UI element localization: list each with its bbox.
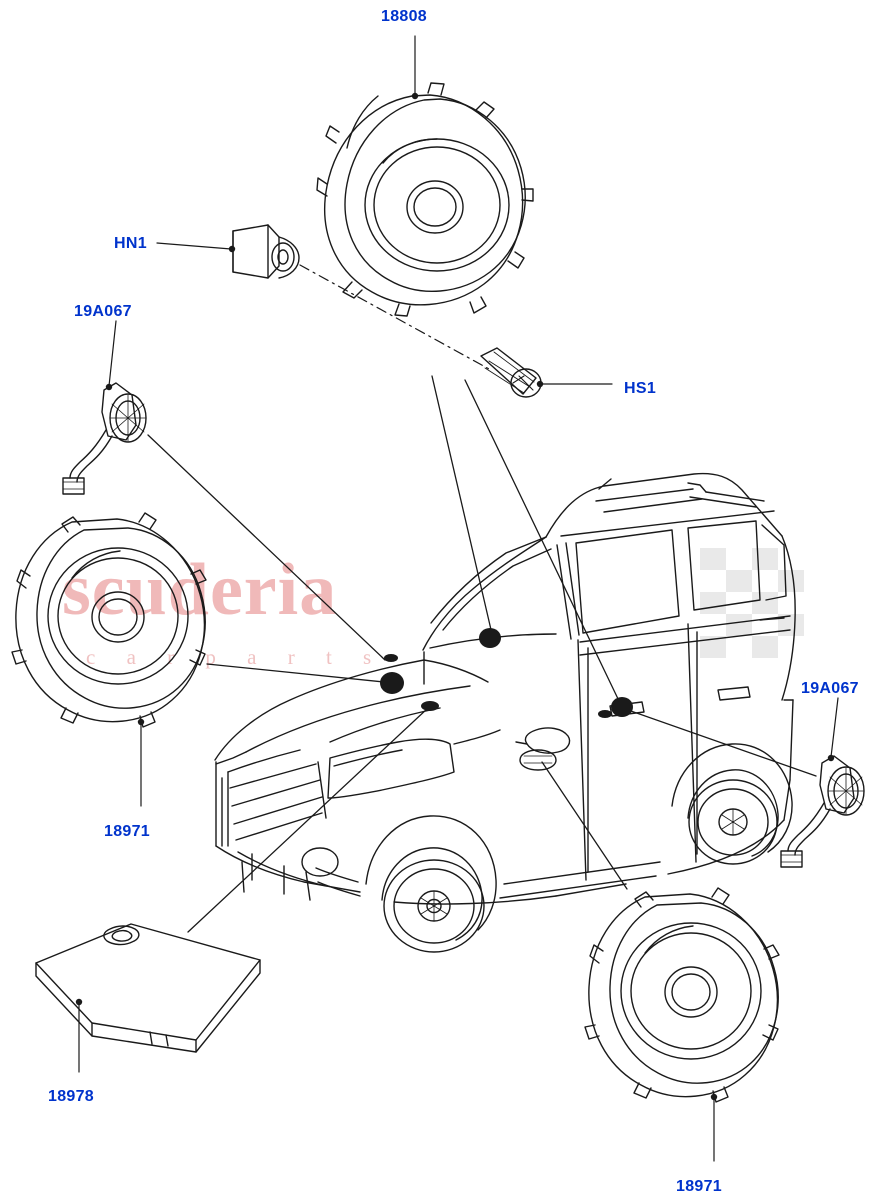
callout-18808: 18808 <box>381 8 427 25</box>
speaker-cover-panel <box>36 924 260 1072</box>
watermark-main: scuderia <box>62 549 338 631</box>
watermark-sub: c a r p a r t s <box>86 645 385 669</box>
callout-19a067-left: 19A067 <box>74 303 132 320</box>
callout-hn1: HN1 <box>114 235 147 252</box>
screw-fastener <box>481 348 612 397</box>
tweeter-right <box>781 698 864 867</box>
nut-fastener <box>157 225 299 278</box>
mount-markers <box>380 628 633 718</box>
mount-markers-outline <box>520 750 556 770</box>
callout-hs1: HS1 <box>624 380 657 397</box>
subwoofer-speaker-assembly <box>317 36 533 316</box>
door-speaker-right <box>585 888 779 1161</box>
watermark-flag <box>700 548 804 658</box>
tweeter-left <box>63 321 146 494</box>
door-speaker-left <box>12 513 206 806</box>
callout-18971-right: 18971 <box>676 1178 722 1195</box>
callout-19a067-right: 19A067 <box>801 680 859 697</box>
callout-18978: 18978 <box>48 1088 94 1105</box>
assembly-axis-dashed <box>300 265 489 369</box>
callout-18971-left: 18971 <box>104 823 150 840</box>
vehicle-illustration <box>215 474 795 952</box>
